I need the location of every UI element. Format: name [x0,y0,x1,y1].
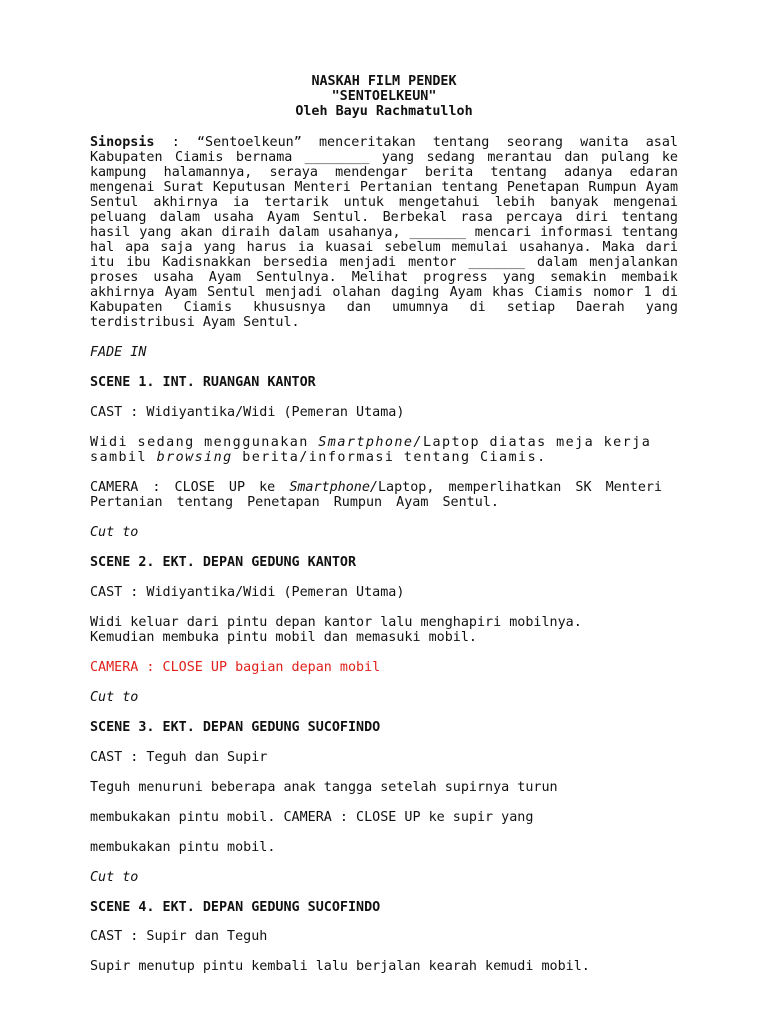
scene-1-action-part: Widi sedang menggunakan [90,435,319,450]
synopsis-label: Sinopsis [90,135,155,150]
scene-3-cast: CAST : Teguh dan Supir [90,750,268,765]
scene-2-camera: CAMERA : CLOSE UP bagian depan mobil [90,660,381,675]
synopsis-text: : “Sentoelkeun” menceritakan tentang seorang wanita asal Kabupaten Ciamis bernama ________ yang sedang merantau dan pulang ke kampung halamannya, seraya mendengar berita tentang adanya edaran mengenai Surat Keputusan Menteri Pertanian tentang Penetapan Rumpun Ayam Sentul akhirnya ia tertarik untuk mengetahui lebih banyak mengenai peluang dalam usaha Ayam Sentul. Berbekal rasa percaya diri tentang hasil yang akan diraih dalam usahanya, _______ mencari informasi tentang hal apa saja yang harus ia kuasai sebelum memulai usahanya. Maka dari itu ibu Kadisnakkan bersedia menjadi mentor _______ dalam menjalankan proses usaha Ayam Sentulnya. Melihat progress yang semakin membaik akhirnya Ayam Sentul menjadi olahan daging Ayam khas Ciamis nomor 1 di Kabupaten Ciamis khususnya dan umumnya di setiap Daerah yang terdistribusi Ayam Sentul. [90,135,678,330]
author-line: Oleh Bayu Rachmatulloh [295,104,473,119]
scene-1-camera-part: Laptop, memperlihatkan SK Menteri Pertanian tentang Penetapan Rumpun Ayam Sentul. [90,480,663,510]
scene-1-action [90,435,678,465]
script-page [90,0,678,974]
scene-1-heading: SCENE 1. INT. RUANGAN KANTOR [90,375,316,390]
scene-1-action-smartphone: Smartphone/ [318,435,423,450]
scene-4-heading: SCENE 4. EKT. DEPAN GEDUNG SUCOFINDO [90,900,381,915]
scene-3-cut: Cut to [90,870,139,885]
scene-1-cast: CAST : Widiyantika/Widi (Pemeran Utama) [90,405,405,420]
scene-1-cut: Cut to [90,525,139,540]
film-title: "SENTOELKEUN" [331,89,437,104]
scene-1-camera-part: CAMERA : CLOSE UP ke [90,480,290,495]
scene-4-cast: CAST : Supir dan Teguh [90,929,268,944]
fade-in: FADE IN [90,345,147,360]
scene-1-action-browsing: browsing [156,450,233,465]
scene-2-action-line-2: Kemudian membuka pintu mobil dan memasuki mobil. [90,630,477,645]
scene-1-camera-smartphone: Smartphone/ [289,480,378,495]
scene-2-cut: Cut to [90,690,139,705]
scene-1-camera [90,480,678,510]
scene-2-heading: SCENE 2. EKT. DEPAN GEDUNG KANTOR [90,555,357,570]
scene-3-heading: SCENE 3. EKT. DEPAN GEDUNG SUCOFINDO [90,720,381,735]
scene-2-cast: CAST : Widiyantika/Widi (Pemeran Utama) [90,585,405,600]
document-title: NASKAH FILM PENDEK [311,74,457,89]
scene-3-line-1: Teguh menuruni beberapa anak tangga setelah supirnya turun [90,780,558,795]
scene-4-line-1: Supir menutup pintu kembali lalu berjalan kearah kemudi mobil. [90,959,590,974]
scene-1-action-part: Laptop diatas meja kerja sambil [90,435,652,465]
scene-1-action-part: berita/informasi tentang Ciamis. [232,450,547,465]
scene-2-action-line-1: Widi keluar dari pintu depan kantor lalu menghapiri mobilnya. [90,615,582,630]
scene-3-line-2: membukakan pintu mobil. CAMERA : CLOSE UP ke supir yang [90,810,534,825]
scene-3-line-3: membukakan pintu mobil. [90,840,276,855]
synopsis-paragraph [90,135,678,330]
document-header [90,74,678,119]
